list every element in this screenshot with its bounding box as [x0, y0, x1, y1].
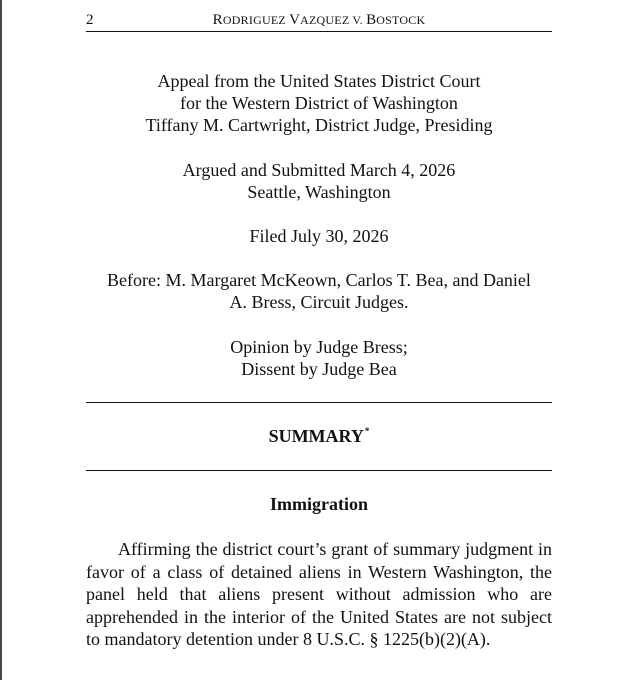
- summary-bottom-rule: [86, 470, 552, 471]
- summary-title: SUMMARY: [268, 426, 364, 446]
- dissent-author: Dissent by Judge Bea: [241, 359, 397, 379]
- panel-line: A. Bress, Circuit Judges.: [229, 292, 409, 312]
- filed-date: Filed July 30, 2026: [249, 226, 389, 246]
- summary-top-rule: [86, 402, 552, 403]
- panel-line: Before: M. Margaret McKeown, Carlos T. Bea, and Daniel: [107, 270, 531, 290]
- court-info-line: Appeal from the United States District Court: [157, 71, 481, 91]
- court-info: [86, 70, 552, 136]
- court-info-line: Tiffany M. Cartwright, District Judge, Presiding: [145, 115, 493, 135]
- footnote-marker: *: [364, 426, 370, 436]
- argument-info: [86, 159, 552, 203]
- section-heading: Immigration: [270, 494, 368, 514]
- running-title: RODRIGUEZ VAZQUEZ V. BOSTOCK: [212, 12, 426, 28]
- summary-paragraph: Affirming the district court’s grant of summary judgment in favor of a class of detained aliens in Western Washington, the panel held that aliens present without admission who are apprehended in the interior of the United States are not subject to mandatory detention under 8 U.S.C. § 1225(b)(2)(A).: [86, 539, 552, 649]
- page-number: 2: [86, 12, 94, 28]
- argued-location: Seattle, Washington: [247, 182, 391, 202]
- panel-judges: [86, 269, 552, 313]
- court-info-line: for the Western District of Washington: [180, 93, 458, 113]
- opinion-author: Opinion by Judge Bress;: [230, 337, 408, 357]
- argued-date: Argued and Submitted March 4, 2026: [182, 160, 456, 180]
- authorship: [86, 336, 552, 380]
- running-header: [86, 12, 552, 32]
- summary-heading: [86, 426, 552, 447]
- header-rule: [86, 31, 552, 32]
